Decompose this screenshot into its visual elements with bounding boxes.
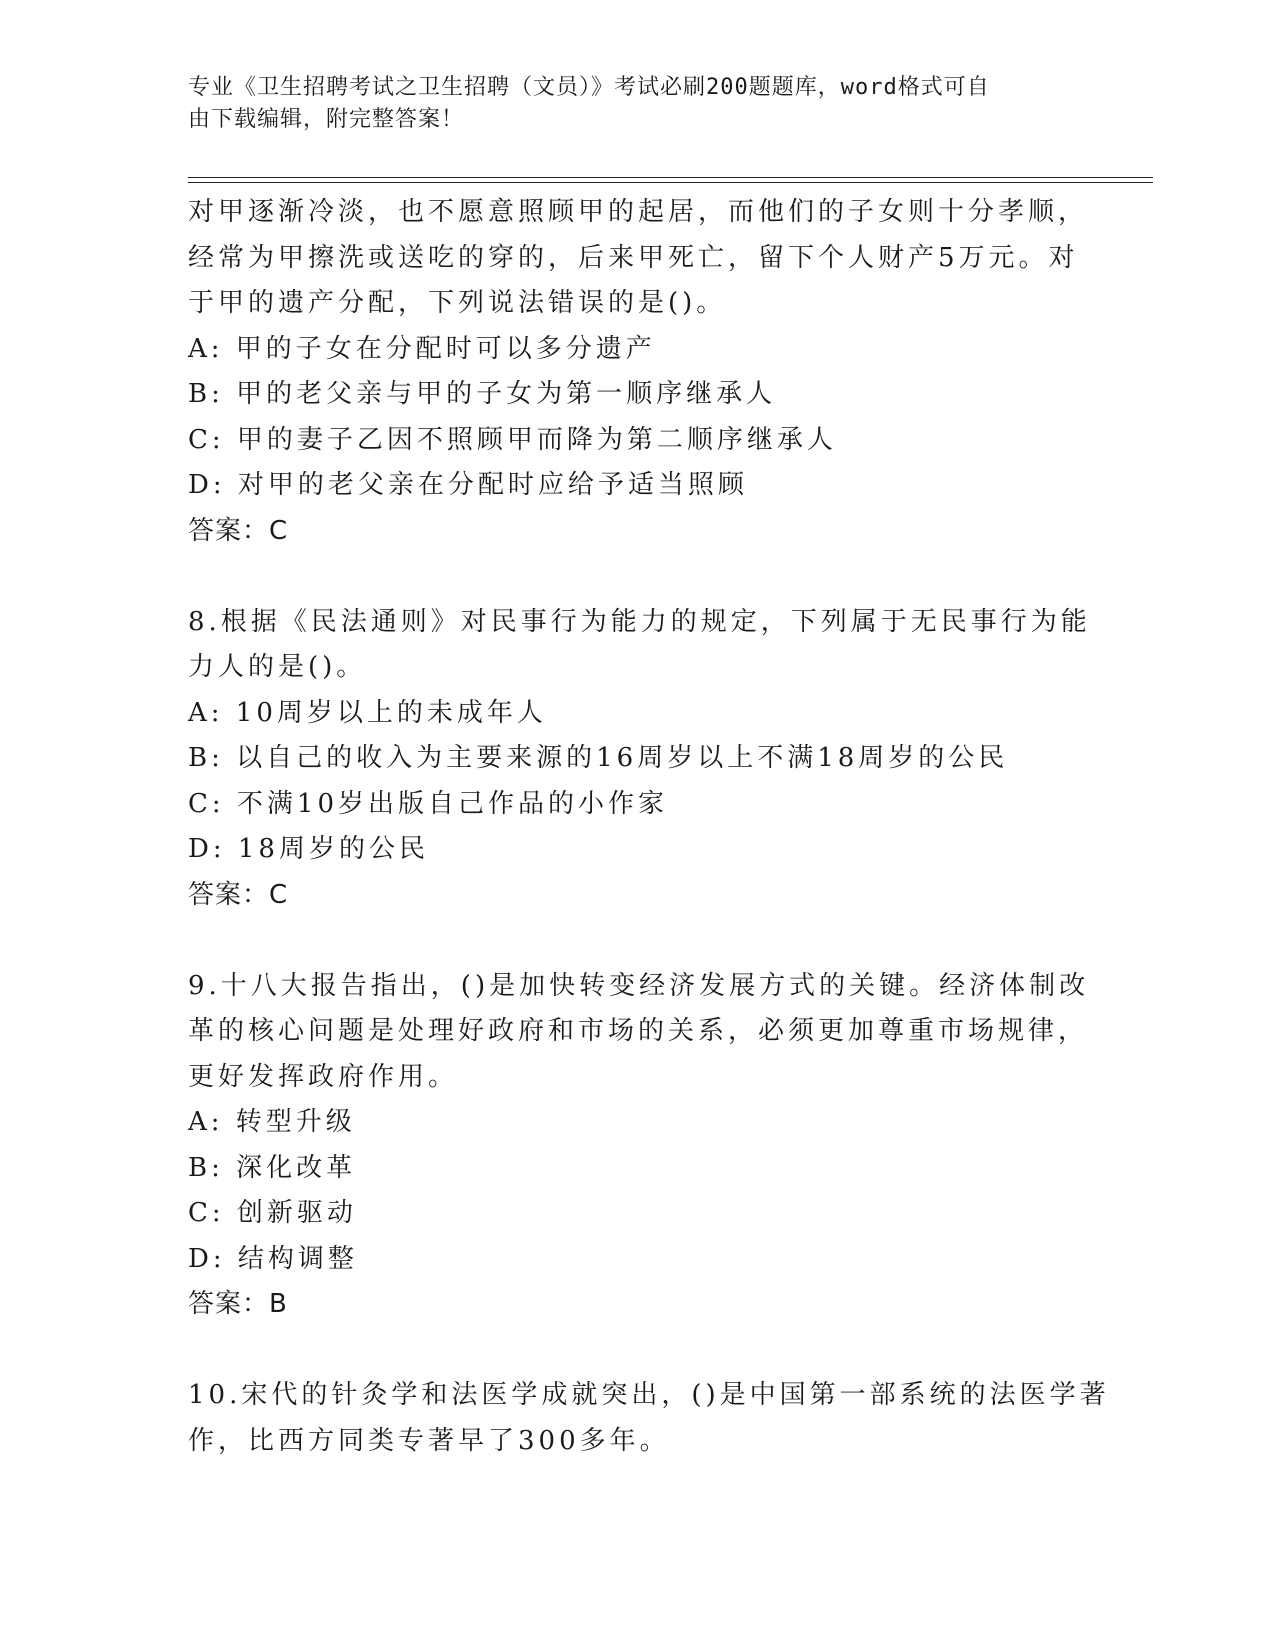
header-divider-bottom [188, 182, 1153, 183]
option-a: A: 转型升级 [188, 1107, 356, 1137]
question-stem-line: 作，比西方同类专著早了300多年。 [188, 1425, 670, 1456]
answer-line: 答案：C [188, 515, 289, 546]
question-stem-line: 经常为甲擦洗或送吃的穿的，后来甲死亡，留下个人财产5万元。对 [188, 242, 1079, 273]
option-c: C: 创新驱动 [188, 1198, 357, 1228]
question-7 [188, 190, 1088, 554]
answer-line: 答案：C [188, 879, 289, 910]
option-a: A: 甲的子女在分配时可以多分遗产 [188, 333, 656, 364]
question-stem-line: 于甲的遗产分配，下列说法错误的是()。 [188, 288, 727, 318]
option-b: B: 深化改革 [188, 1152, 357, 1183]
option-a: A: 10周岁以上的未成年人 [188, 697, 547, 728]
option-d: D: 对甲的老父亲在分配时应给予适当照顾 [188, 470, 748, 500]
option-d: D: 结构调整 [188, 1243, 358, 1274]
document-header [188, 72, 1068, 136]
question-8 [188, 600, 1091, 919]
question-stem-line: 10.宋代的针灸学和法医学成就突出，()是中国第一部系统的法医学著 [188, 1380, 1110, 1410]
question-spacer [188, 554, 1088, 600]
question-stem-line: 9.十八大报告指出，()是加快转变经济发展方式的关键。经济体制改 [188, 970, 1090, 1001]
question-stem-line: 对甲逐渐冷淡，也不愿意照顾甲的起居，而他们的子女则十分孝顺， [188, 197, 1089, 227]
question-stem-line: 8.根据《民法通则》对民事行为能力的规定，下列属于无民事行为能 [188, 606, 1091, 637]
question-9 [188, 964, 1088, 1328]
option-d: D: 18周岁的公民 [188, 834, 429, 864]
question-spacer [188, 918, 1088, 964]
header-line-2: 由下载编辑，附完整答案！ [188, 107, 465, 132]
option-c: C: 甲的妻子乙因不照顾甲而降为第二顺序继承人 [188, 424, 837, 455]
question-content [188, 190, 1110, 1464]
header-line-1: 专业《卫生招聘考试之卫生招聘（文员）》考试必刷200题题库，word格式可自 [188, 75, 990, 100]
question-stem-line: 更好发挥政府作用。 [188, 1061, 459, 1092]
header-divider-top [188, 177, 1153, 178]
option-b: B: 以自己的收入为主要来源的16周岁以上不满18周岁的公民 [188, 743, 1009, 773]
question-10 [188, 1373, 1110, 1464]
question-stem-line: 力人的是()。 [188, 652, 367, 682]
question-stem-line: 革的核心问题是处理好政府和市场的关系，必须更加尊重市场规律， [188, 1016, 1089, 1046]
question-spacer [188, 1328, 1088, 1374]
answer-line: 答案：B [188, 1289, 288, 1319]
option-c: C: 不满10岁出版自己作品的小作家 [188, 788, 669, 819]
option-b: B: 甲的老父亲与甲的子女为第一顺序继承人 [188, 379, 777, 409]
